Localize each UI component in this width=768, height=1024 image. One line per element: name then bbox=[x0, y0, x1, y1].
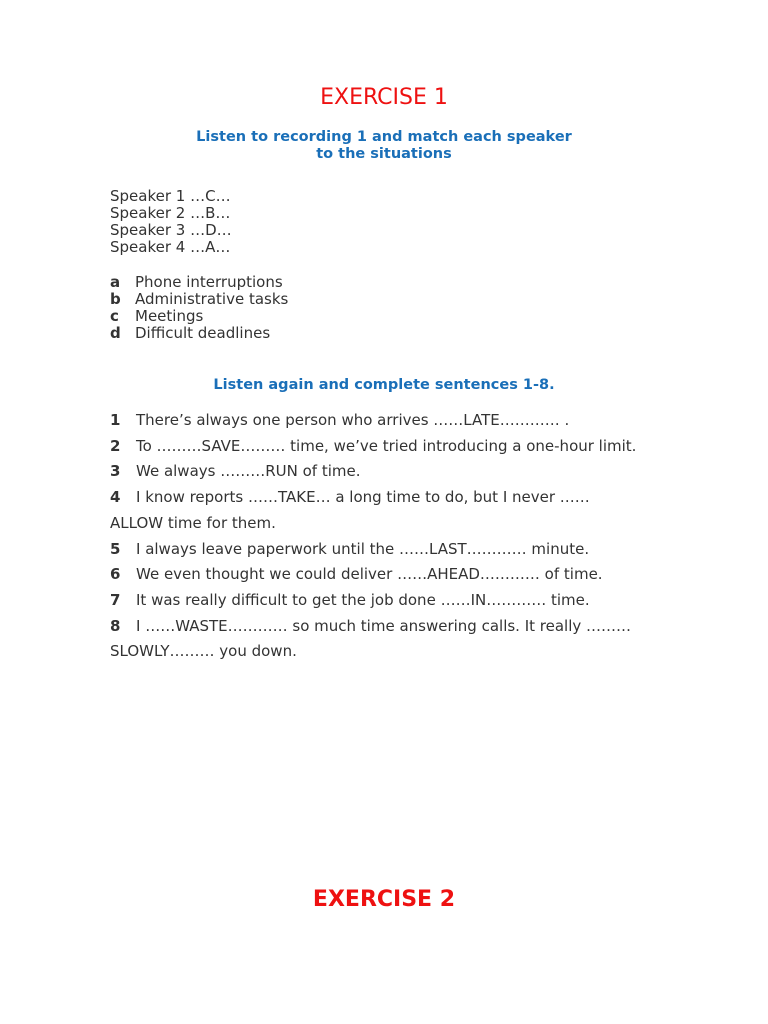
sentence-list bbox=[110, 408, 710, 665]
situation-letter: b bbox=[110, 290, 121, 308]
sentence-item bbox=[110, 614, 710, 640]
situation-list bbox=[110, 274, 288, 342]
sentence-continuation: ALLOW time for them. bbox=[110, 513, 276, 532]
situation-letter: a bbox=[110, 273, 121, 291]
sentence-item bbox=[110, 537, 710, 563]
sentence-number: 6 bbox=[110, 565, 121, 584]
sentence-item bbox=[110, 408, 710, 434]
sentence-item bbox=[110, 434, 710, 460]
sentence-item bbox=[110, 485, 710, 511]
exercise-1-title: EXERCISE 1 bbox=[320, 85, 448, 110]
sentence-text: I ……WASTE………… so much time answering calls. It really ……… bbox=[136, 616, 632, 635]
sentence-number: 3 bbox=[110, 462, 121, 481]
situation-text: Difficult deadlines bbox=[135, 324, 271, 342]
sentence-number: 4 bbox=[110, 488, 121, 507]
sentence-text: We even thought we could deliver ……AHEAD………… of time. bbox=[136, 565, 603, 584]
situation-text: Meetings bbox=[135, 307, 204, 325]
sentence-number: 8 bbox=[110, 616, 121, 635]
speaker-item: Speaker 1 …C… bbox=[110, 187, 231, 205]
situation-item bbox=[110, 274, 288, 291]
completion-instruction: Listen again and complete sentences 1-8. bbox=[213, 377, 555, 393]
sentence-item bbox=[110, 588, 710, 614]
matching-instruction-line-1: Listen to recording 1 and match each speaker bbox=[196, 129, 572, 145]
speaker-item: Speaker 3 …D… bbox=[110, 221, 232, 239]
sentence-number: 7 bbox=[110, 590, 121, 609]
speaker-item: Speaker 2 …B… bbox=[110, 204, 231, 222]
speaker-item: Speaker 4 …A… bbox=[110, 238, 231, 256]
sentence-text: We always ………RUN of time. bbox=[136, 462, 361, 481]
sentence-text: There’s always one person who arrives ……LATE………… . bbox=[136, 411, 570, 429]
matching-instruction-line-2: to the situations bbox=[316, 146, 452, 162]
situation-item bbox=[110, 291, 288, 308]
situation-text: Phone interruptions bbox=[135, 273, 283, 291]
sentence-number: 1 bbox=[110, 411, 121, 429]
sentence-text: I know reports ……TAKE… a long time to do, but I never …… bbox=[136, 488, 590, 507]
sentence-text: I always leave paperwork until the ……LAST………… minute. bbox=[136, 539, 590, 558]
situation-letter: d bbox=[110, 324, 121, 342]
sentence-continuation: SLOWLY……… you down. bbox=[110, 642, 297, 661]
situation-text: Administrative tasks bbox=[135, 290, 289, 308]
sentence-item bbox=[110, 562, 710, 588]
situation-letter: c bbox=[110, 307, 119, 325]
sentence-text: To ………SAVE……… time, we’ve tried introducing a one-hour limit. bbox=[136, 436, 637, 455]
exercise-2-title: EXERCISE 2 bbox=[312, 887, 456, 912]
speaker-list bbox=[110, 188, 232, 256]
matching-instruction bbox=[0, 129, 768, 163]
situation-item bbox=[110, 325, 288, 342]
sentence-item bbox=[110, 459, 710, 485]
sentence-number: 5 bbox=[110, 539, 121, 558]
situation-item bbox=[110, 308, 288, 325]
sentence-number: 2 bbox=[110, 436, 121, 455]
sentence-text: It was really difficult to get the job done ……IN………… time. bbox=[136, 590, 590, 609]
